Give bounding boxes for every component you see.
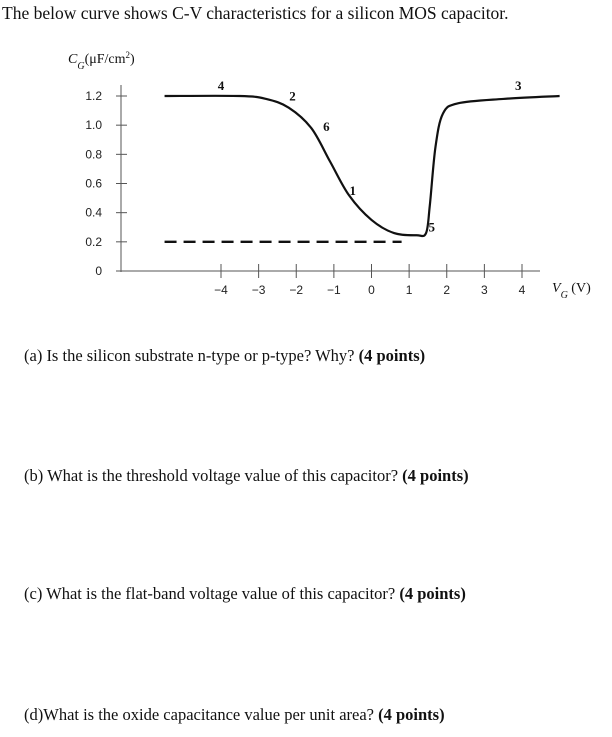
cv-curve-solid xyxy=(165,96,560,236)
x-tick-label: −1 xyxy=(327,283,341,297)
point-label-5: 5 xyxy=(428,219,435,235)
cv-chart xyxy=(0,0,612,320)
point-label-4: 4 xyxy=(217,78,225,94)
question-c-text: (c) What is the flat-band voltage value of this capacitor? xyxy=(24,584,400,603)
x-axis-label xyxy=(552,281,591,301)
question-a-text: (a) Is the silicon substrate n-type or p-type? Why? xyxy=(24,346,359,365)
question-a xyxy=(24,346,425,366)
question-b-text: (b) What is the threshold voltage value of this capacitor? xyxy=(24,466,403,485)
y-axis-label xyxy=(68,50,135,72)
chart-series xyxy=(165,96,560,242)
question-d-points: (4 points) xyxy=(378,705,445,724)
y-tick-label: 0.8 xyxy=(85,147,102,162)
x-tick-label: 0 xyxy=(368,283,375,297)
question-d-text: (d)What is the oxide capacitance value per unit area? xyxy=(24,705,379,724)
x-axis-label-text: $V_G$ (V) xyxy=(552,281,591,301)
point-label-6: 6 xyxy=(323,119,330,134)
question-c-points: (4 points) xyxy=(399,584,466,603)
x-tick-label: 2 xyxy=(443,283,451,297)
y-tick-label: 0.4 xyxy=(85,205,102,220)
x-tick-label: −3 xyxy=(251,283,266,297)
x-tick-label: 1 xyxy=(405,283,413,297)
y-tick-label: 0 xyxy=(95,264,102,278)
question-b-points: (4 points) xyxy=(402,466,469,485)
y-tick-label: 0.6 xyxy=(85,176,102,191)
question-b xyxy=(24,466,469,486)
question-a-points: (4 points) xyxy=(358,346,426,365)
problem-intro: The below curve shows C-V characteristics for a silicon MOS capacitor. xyxy=(2,3,509,23)
y-tick-label: 1.2 xyxy=(85,89,102,103)
x-tick-label: 3 xyxy=(481,283,488,297)
y-tick-label: 0.2 xyxy=(85,234,102,249)
point-label-2: 2 xyxy=(289,88,296,104)
question-d xyxy=(24,705,445,725)
question-c xyxy=(24,584,466,604)
x-tick-label: 4 xyxy=(518,283,526,297)
point-label-1: 1 xyxy=(349,183,356,199)
y-axis-label-text: $C_G(\mu F/cm^2)$ xyxy=(68,50,135,72)
y-tick-label: 1.0 xyxy=(85,118,102,133)
y-axis xyxy=(85,85,127,278)
x-axis xyxy=(121,264,540,297)
x-tick-label: −2 xyxy=(289,283,304,297)
x-tick-label: −4 xyxy=(214,283,228,297)
point-label-3: 3 xyxy=(514,78,522,94)
